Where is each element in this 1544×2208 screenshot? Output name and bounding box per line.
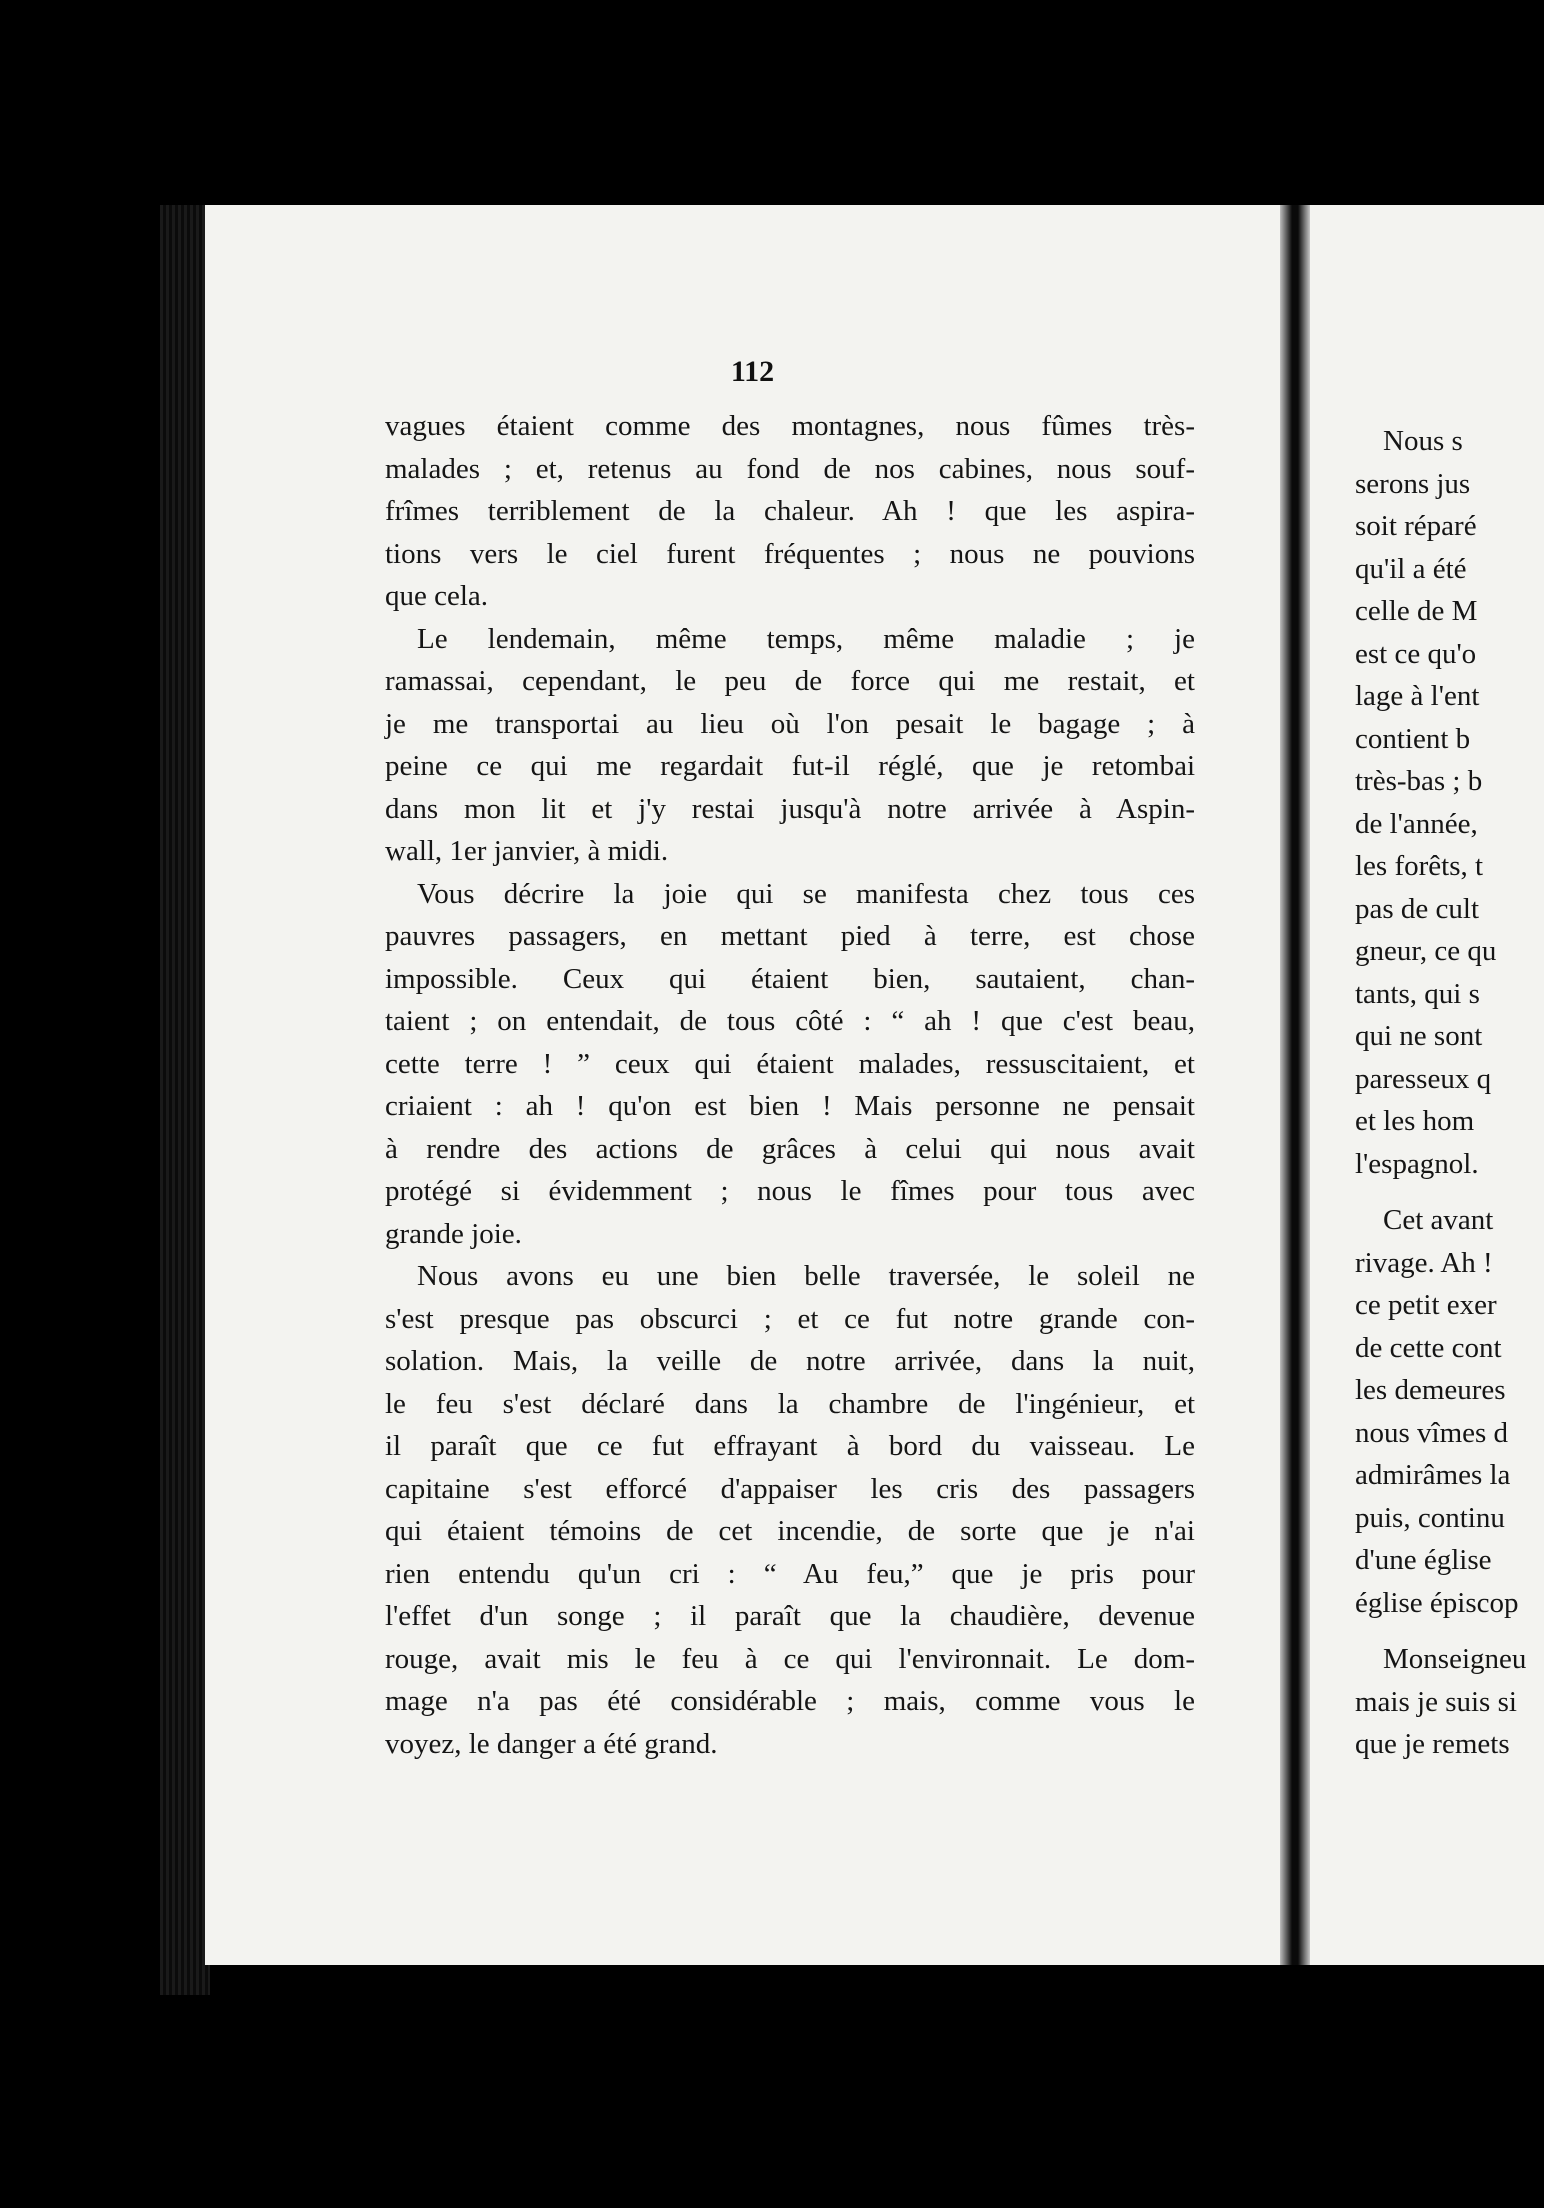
text-line: est ce qu'o bbox=[1355, 637, 1477, 670]
text-line: les forêts, t bbox=[1355, 850, 1484, 882]
text-line: malades ; et, retenus au fond de nos cabines, nous souf- bbox=[385, 452, 1195, 485]
text-line: ramassai, cependant, le peu de force qui me restait, et bbox=[385, 665, 1195, 697]
text-line: lage à l'ent bbox=[1355, 680, 1480, 712]
text-line: qui étaient témoins de cet incendie, de sorte que je n'ai bbox=[385, 1515, 1195, 1547]
text-line: celle de M bbox=[1355, 595, 1478, 627]
text-line: peine ce qui me regardait fut-il réglé, que je retombai bbox=[385, 750, 1195, 782]
text-line: wall, 1er janvier, à midi. bbox=[385, 835, 669, 867]
text-line: qu'il a été bbox=[1355, 552, 1467, 585]
text-line: Le lendemain, même temps, même maladie ; je bbox=[417, 622, 1195, 655]
text-line: l'effet d'un songe ; il paraît que la chaudière, devenue bbox=[385, 1600, 1195, 1632]
text-line: soit réparé bbox=[1355, 510, 1477, 542]
text-line: Monseigneu bbox=[1383, 1643, 1527, 1675]
text-line: admirâmes la bbox=[1355, 1459, 1511, 1491]
text-line: dans mon lit et j'y restai jusqu'à notre arrivée à Aspin- bbox=[385, 792, 1195, 825]
text-line: rouge, avait mis le feu à ce qui l'environnait. Le dom- bbox=[385, 1642, 1195, 1675]
text-line: vagues étaient comme des montagnes, nous fûmes très- bbox=[385, 410, 1195, 442]
text-line: Vous décrire la joie qui se manifesta chez tous ces bbox=[417, 877, 1195, 910]
text-line: serons jus bbox=[1355, 467, 1471, 500]
book-spine-edge bbox=[160, 205, 210, 1995]
text-line: grande joie. bbox=[385, 1217, 522, 1250]
text-line: pauvres passagers, en mettant pied à terre, est chose bbox=[385, 920, 1195, 952]
right-page bbox=[1310, 205, 1544, 1965]
text-line: il paraît que ce fut effrayant à bord du vaisseau. Le bbox=[385, 1430, 1195, 1462]
book-gutter bbox=[1280, 205, 1310, 1965]
text-line: paresseux q bbox=[1355, 1062, 1492, 1095]
text-line: ce petit exer bbox=[1355, 1289, 1497, 1321]
text-line: protégé si évidemment ; nous le fîmes pour tous avec bbox=[385, 1175, 1195, 1207]
text-line: Nous avons eu une bien belle traversée, le soleil ne bbox=[417, 1260, 1195, 1292]
text-line: de cette cont bbox=[1355, 1331, 1502, 1364]
text-line: rien entendu qu'un cri : “ Au feu,” que je pris pour bbox=[385, 1557, 1195, 1590]
text-line: criaient : ah ! qu'on est bien ! Mais personne ne pensait bbox=[385, 1090, 1195, 1122]
text-line: frîmes terriblement de la chaleur. Ah ! que les aspira- bbox=[385, 495, 1195, 527]
text-line: gneur, ce qu bbox=[1355, 935, 1497, 967]
text-line: d'une église bbox=[1355, 1544, 1492, 1576]
text-line: que cela. bbox=[385, 580, 489, 612]
text-line: et les hom bbox=[1355, 1105, 1475, 1137]
text-line: que je remets bbox=[1355, 1728, 1510, 1760]
text-line: Cet avant bbox=[1383, 1204, 1494, 1236]
text-line: impossible. Ceux qui étaient bien, sautaient, chan- bbox=[385, 962, 1195, 995]
text-line: s'est presque pas obscurci ; et ce fut notre grande con- bbox=[385, 1302, 1195, 1335]
text-line: mais je suis si bbox=[1355, 1685, 1517, 1718]
text-line: pas de cult bbox=[1355, 892, 1480, 925]
text-line: l'espagnol. bbox=[1355, 1147, 1479, 1180]
left-page-text bbox=[385, 405, 1195, 1765]
text-line: capitaine s'est efforcé d'appaiser les cris des passagers bbox=[385, 1472, 1195, 1505]
text-line: les demeures bbox=[1355, 1374, 1506, 1406]
text-line: très-bas ; b bbox=[1355, 765, 1483, 797]
text-line: nous vîmes d bbox=[1355, 1416, 1509, 1449]
page-number: 112 bbox=[730, 355, 775, 388]
text-line: à rendre des actions de grâces à celui qui nous avait bbox=[385, 1132, 1195, 1165]
left-page bbox=[205, 205, 1300, 1965]
text-line: contient b bbox=[1355, 722, 1471, 755]
text-line: de l'année, bbox=[1355, 807, 1478, 840]
text-line: qui ne sont bbox=[1355, 1020, 1483, 1052]
text-line: solation. Mais, la veille de notre arrivée, dans la nuit, bbox=[385, 1345, 1195, 1377]
text-line: rivage. Ah ! bbox=[1355, 1246, 1493, 1279]
text-line: église épiscop bbox=[1355, 1586, 1519, 1619]
text-line: taient ; on entendait, de tous côté : “ ah ! que c'est beau, bbox=[385, 1005, 1195, 1037]
text-line: puis, continu bbox=[1355, 1501, 1505, 1534]
text-line: voyez, le danger a été grand. bbox=[385, 1727, 718, 1760]
text-line: cette terre ! ” ceux qui étaient malades, ressuscitaient, et bbox=[385, 1047, 1195, 1080]
text-line: je me transportai au lieu où l'on pesait le bagage ; à bbox=[385, 707, 1195, 740]
right-page-text bbox=[1355, 420, 1544, 1766]
text-line: Nous s bbox=[1383, 425, 1463, 457]
text-line: tions vers le ciel furent fréquentes ; nous ne pouvions bbox=[385, 537, 1195, 570]
text-line: tants, qui s bbox=[1355, 977, 1480, 1010]
text-line: le feu s'est déclaré dans la chambre de l'ingénieur, et bbox=[385, 1387, 1195, 1420]
text-line: mage n'a pas été considérable ; mais, comme vous le bbox=[385, 1685, 1195, 1717]
